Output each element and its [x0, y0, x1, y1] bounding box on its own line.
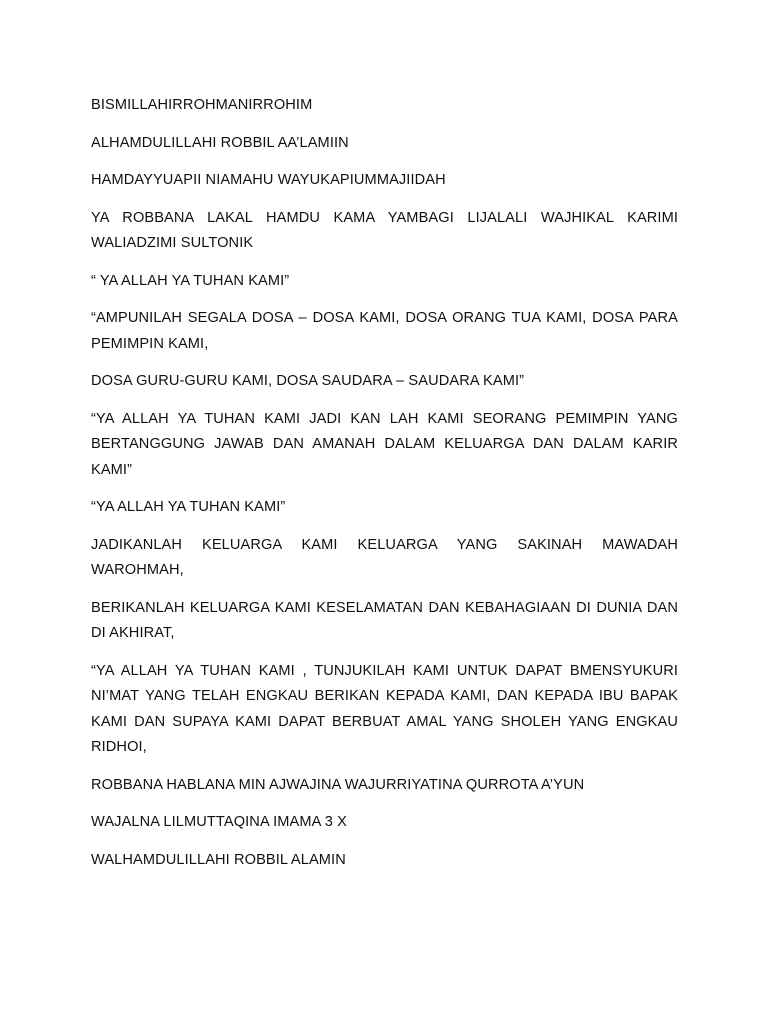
- paragraph-hamdan: HAMDAYYUAPII NIAMAHU WAYUKAPIUMMAJIIDAH: [91, 172, 446, 188]
- paragraph-ya-robbana: YA ROBBANA LAKAL HAMDU KAMA YAMBAGI LIJALALI WAJHIKAL KARIMI WALIADZIMI SULTONIK: [91, 209, 678, 251]
- paragraph-basmalah: BISMILLAHIRROHMANIRROHIM: [91, 97, 313, 113]
- paragraph-walhamdulillahi: WALHAMDULILLAHI ROBBIL ALAMIN: [91, 851, 346, 868]
- paragraph-berikanlah: BERIKANLAH KELUARGA KAMI KESELAMATAN DAN KEBAHAGIAAN DI DUNIA DAN DI AKHIRAT,: [91, 599, 678, 641]
- paragraph-alhamdulillah: ALHAMDULILLAHI ROBBIL AA’LAMIIN: [91, 134, 349, 151]
- paragraph-pemimpin: “YA ALLAH YA TUHAN KAMI JADI KAN LAH KAMI SEORANG PEMIMPIN YANG BERTANGGUNG JAWAB DAN AMANAH DALAM KELUARGA DAN DALAM KARIR KAMI”: [91, 410, 678, 478]
- paragraph-robbana-hablana: ROBBANA HABLANA MIN AJWAJINA WAJURRIYATINA QURROTA A’YUN: [91, 776, 585, 793]
- paragraph-ampunilah: “AMPUNILAH SEGALA DOSA – DOSA KAMI, DOSA ORANG TUA KAMI, DOSA PARA PEMIMPIN KAMI,: [91, 310, 678, 352]
- paragraph-dosa-guru: DOSA GURU-GURU KAMI, DOSA SAUDARA – SAUDARA KAMI”: [91, 373, 525, 389]
- paragraph-ya-allah-1: “ YA ALLAH YA TUHAN KAMI”: [91, 272, 290, 289]
- paragraph-ya-allah-2: “YA ALLAH YA TUHAN KAMI”: [91, 499, 286, 515]
- paragraph-jadikanlah: JADIKANLAH KELUARGA KAMI KELUARGA YANG SAKINAH MAWADAH WAROHMAH,: [91, 536, 678, 578]
- paragraph-tunjukilah: “YA ALLAH YA TUHAN KAMI , TUNJUKILAH KAMI UNTUK DAPAT BMENSYUKURI NI’MAT YANG TELAH ENGKAU BERIKAN KEPADA KAMI, DAN KEPADA IBU BAPAK KAMI DAN SUPAYA KAMI DAPAT BERBUAT AMAL YANG SHOLEH YANG ENGKAU RIDHOI,: [91, 662, 678, 755]
- paragraph-wajalna: WAJALNA LILMUTTAQINA IMAMA 3 X: [91, 814, 348, 830]
